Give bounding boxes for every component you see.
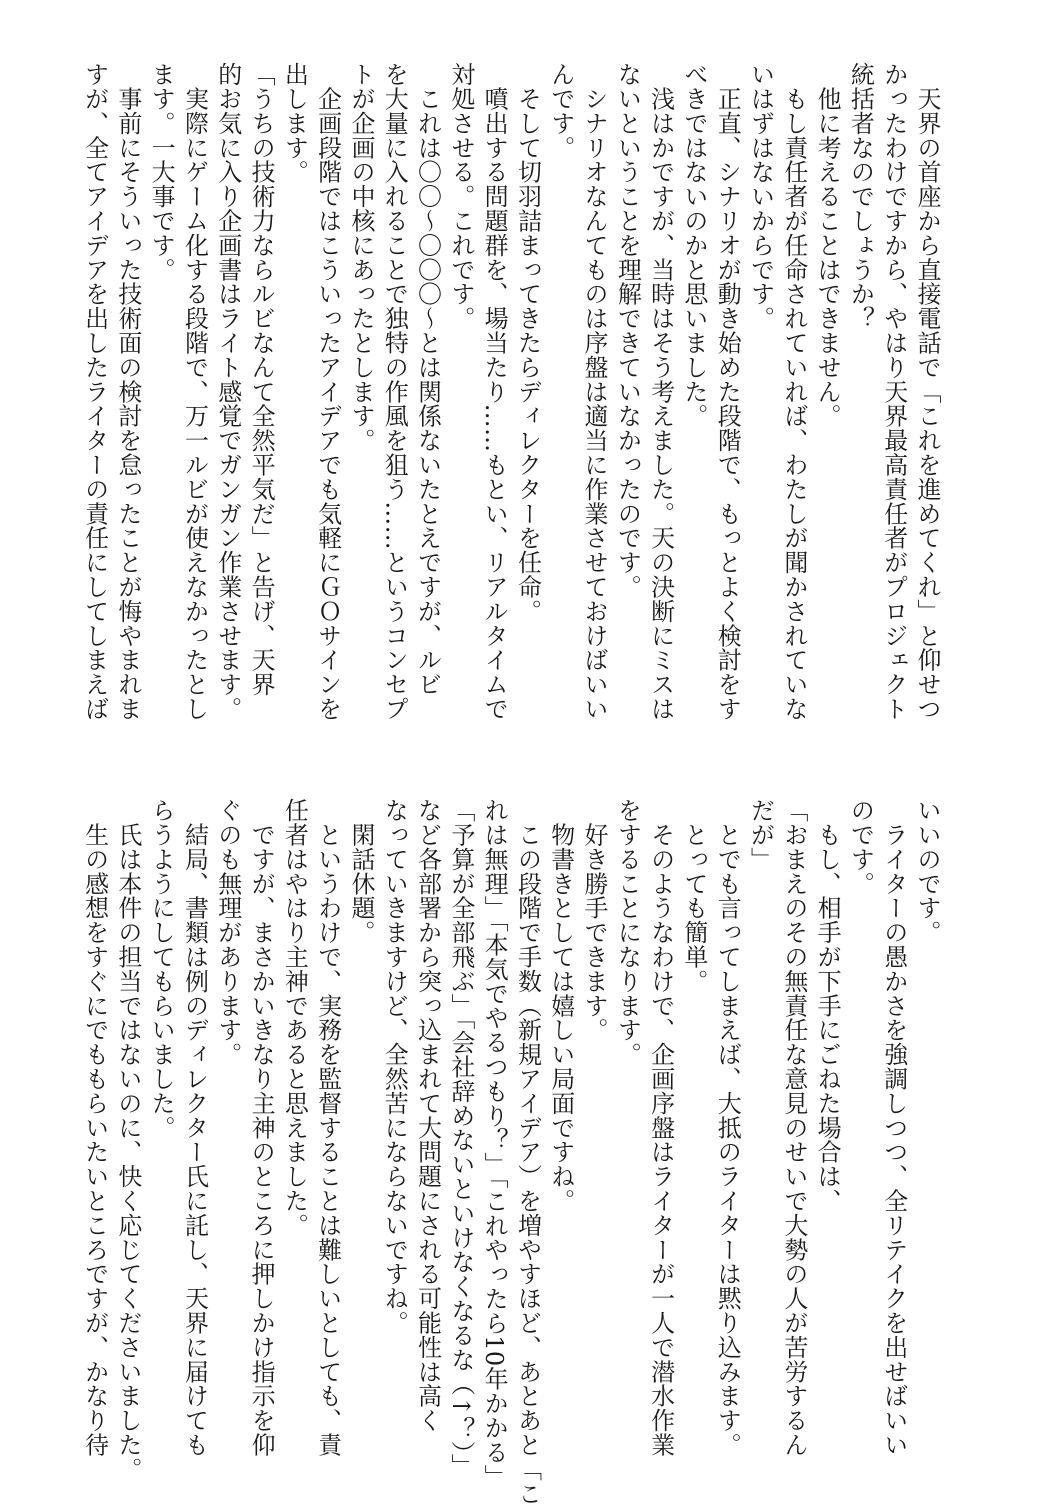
text-line: ないということを理解できていなかったのです。	[613, 62, 642, 599]
text-line: のです。	[846, 798, 875, 896]
text-line: というわけで、実務を監督することは難しいとしても、責	[313, 798, 342, 1457]
text-line: もし、相手が下手にごねた場合は、	[813, 798, 842, 1213]
text-line: 対処させる。これです。	[446, 62, 475, 331]
text-line: 正直、シナリオが動き始めた段階で、もっとよく検討をす	[713, 62, 742, 721]
text-line: 「おまえのその無責任な意見のせいで大勢の人が苦労するん	[779, 798, 808, 1457]
text-line: ライターの愚かさを強調しつつ、全リテイクを出せばいい	[879, 798, 908, 1457]
text-line: かったわけですから、やはり天界最高責任者がプロジェクト	[879, 62, 908, 721]
text-line: 事前にそういった技術面の検討を怠ったことが悔やまれま	[113, 62, 142, 721]
text-line: 好き勝手できます。	[580, 798, 609, 1042]
text-line: 物書きとしては嬉しい局面ですね。	[546, 798, 575, 1213]
text-line: 浅はかですが、当時はそう考えました。天の決断にミスは	[646, 62, 675, 721]
text-line: 出します。	[280, 62, 309, 184]
text-line: をすることになります。	[613, 798, 642, 1067]
text-line: んです。	[546, 62, 575, 160]
text-line: すが、全てアイデアを出したライターの責任にしてしまえば	[80, 62, 109, 721]
text-line: 「予算が全部飛ぶ」「会社辞めないといけなくなるな（↑？）」	[446, 798, 475, 1478]
text-line: ですが、まさかいきなり主神のところに押しかけ指示を仰	[247, 798, 276, 1457]
top-text-block	[77, 62, 943, 721]
text-line: そして切羽詰まってきたらディレクターを任命。	[513, 62, 542, 624]
text-line: を大量に入れることで独特の作風を狙う……というコンセプ	[380, 62, 409, 721]
text-line: 実際にゲーム化する段階で、万一ルビが使えなかったとし	[180, 62, 209, 721]
text-line: 生の感想をすぐにでももらいたいところですが、かなり待	[80, 798, 109, 1457]
text-line: 任者はやはり主神であると思えました。	[280, 798, 309, 1238]
bottom-text-block	[77, 798, 943, 1506]
text-line: 「うちの技術力ならルビなんて全然平気だ」と告げ、天界	[247, 62, 276, 697]
text-line: べきではないのかと思いました。	[679, 62, 708, 428]
text-line: とでも言ってしまえば、大抵のライターは黙り込みます。	[713, 798, 742, 1457]
text-line: いいのです。	[913, 798, 941, 945]
text-line: いはずはないからです。	[746, 62, 775, 331]
text-line: シナリオなんてものは序盤は適当に作業させておけばいい	[580, 62, 609, 721]
text-line: 噴出する問題群を、場当たり……もとい、リアルタイムで	[480, 62, 509, 721]
text-line: なっていきますけど、全然苦にならないですね。	[380, 798, 409, 1335]
text-line: など各部署から突っ込まれて大問題にされる可能性は高く	[413, 798, 442, 1433]
text-line: ます。一大事です。	[147, 62, 176, 282]
text-line: もし責任者が任命されていれば、わたしが聞かされていな	[779, 62, 808, 721]
text-line: 閑話休題。	[346, 798, 375, 945]
text-line: この段階で手数（新規アイデア）を増やすほど、あとあと「こ	[513, 798, 542, 1506]
text-line: だが」	[746, 798, 775, 872]
text-line: 的お気に入り企画書はライト感覚でガンガン作業させます。	[213, 62, 242, 721]
text-line: これは〇〇～〇〇〇～とは関係ないたとえですが、ルビ	[413, 62, 442, 697]
text-line: ぐのも無理があります。	[213, 798, 242, 1067]
text-line: 氏は本件の担当ではないのに、快く応じてくださいました。	[113, 798, 142, 1482]
text-line: 統括者なのでしょうか？	[846, 62, 875, 331]
text-line: 企画段階ではこういったアイデアでも気軽にＧＯサインを	[313, 62, 342, 721]
text-line: らうようにしてもらいました。	[147, 798, 176, 1140]
text-line: そのようなわけで、企画序盤はライターが一人で潜水作業	[646, 798, 675, 1457]
text-line: 天界の首座から直接電話で「これを進めてくれ」と仰せつ	[913, 62, 941, 721]
text-line: とっても簡単。	[679, 798, 708, 994]
text-line: れは無理」「本気でやるつもり？」「これやったら10年かかる」	[480, 798, 509, 1489]
text-line: 結局、書類は例のディレクター氏に託し、天界に届けても	[180, 798, 209, 1457]
text-line: 他に考えることはできません。	[813, 62, 842, 428]
text-line: トが企画の中核にあったとします。	[346, 62, 375, 453]
